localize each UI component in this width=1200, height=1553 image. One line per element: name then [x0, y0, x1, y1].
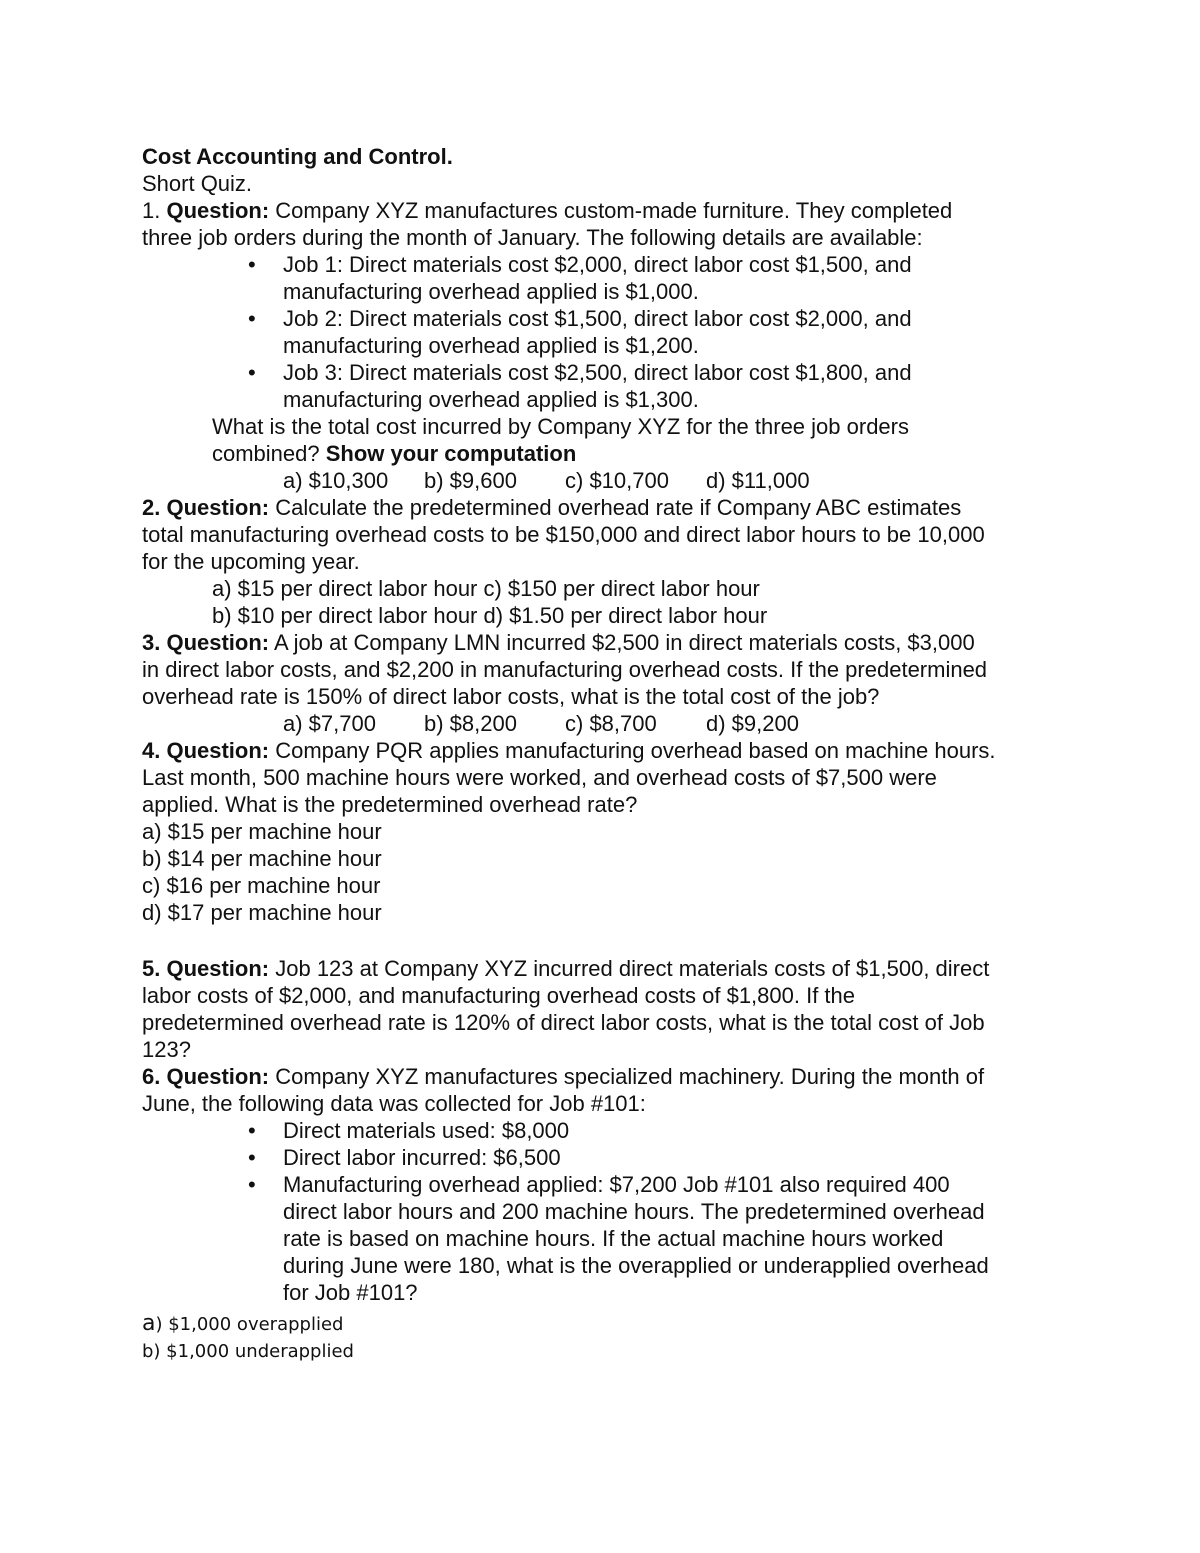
bullet-icon: •: [248, 1118, 256, 1143]
q2-line-2: total manufacturing overhead costs to be $150,000 and direct labor hours to be 10,000: [142, 522, 985, 547]
q6-bullet-2: Direct labor incurred: $6,500: [283, 1145, 561, 1170]
q1-job1-line-2: manufacturing overhead applied is $1,000.: [283, 279, 699, 304]
q4-line-2: Last month, 500 machine hours were worked, and overhead costs of $7,500 were: [142, 765, 937, 790]
q5-line-4: 123?: [142, 1037, 191, 1062]
q3-line-2: in direct labor costs, and $2,200 in manufacturing overhead costs. If the predetermined: [142, 657, 988, 682]
bullet-icon: •: [248, 360, 256, 385]
q4-choice-d: d) $17 per machine hour: [142, 900, 382, 925]
q6-line-1: 6. Question: Company XYZ manufactures specialized machinery. During the month of: [142, 1064, 985, 1089]
q6-choice-a: a) $1,000 overapplied: [142, 1311, 344, 1336]
q2-line-1: 2. Question: Calculate the predetermined overhead rate if Company ABC estimates: [142, 495, 962, 520]
q6-bullet-3-line-5: for Job #101?: [283, 1280, 418, 1305]
q2-line-3: for the upcoming year.: [142, 549, 360, 574]
q1-job2-line-2: manufacturing overhead applied is $1,200.: [283, 333, 699, 358]
q5-line-3: predetermined overhead rate is 120% of direct labor costs, what is the total cost of Job: [142, 1010, 985, 1035]
q6-bullet-3-line-4: during June were 180, what is the overapplied or underapplied overhead: [283, 1253, 989, 1278]
q1-choice-d: d) $11,000: [706, 468, 810, 493]
q6-line-2: June, the following data was collected for Job #101:: [142, 1091, 646, 1116]
q6-bullet-3-line-2: direct labor hours and 200 machine hours. The predetermined overhead: [283, 1199, 985, 1224]
q3-line-1: 3. Question: A job at Company LMN incurred $2,500 in direct materials costs, $3,000: [142, 630, 975, 655]
q3-choice-c: c) $8,700: [565, 711, 657, 736]
q6-choice-b: b) $1,000 underapplied: [142, 1341, 354, 1362]
q1-ask-line-2: combined? Show your computation: [212, 441, 577, 466]
document-title: Cost Accounting and Control.: [142, 144, 453, 169]
q1-choice-a: a) $10,300: [283, 468, 389, 493]
q2-choices-row-1: a) $15 per direct labor hour c) $150 per direct labor hour: [212, 576, 760, 601]
q5-line-1: 5. Question: Job 123 at Company XYZ incurred direct materials costs of $1,500, direct: [142, 956, 990, 981]
q4-line-1: 4. Question: Company PQR applies manufacturing overhead based on machine hours.: [142, 738, 996, 763]
bullet-icon: •: [248, 1145, 256, 1170]
q3-line-3: overhead rate is 150% of direct labor costs, what is the total cost of the job?: [142, 684, 880, 709]
q1-choice-c: c) $10,700: [565, 468, 669, 493]
q1-choice-b: b) $9,600: [424, 468, 517, 493]
q1-job1-line-1: Job 1: Direct materials cost $2,000, direct labor cost $1,500, and: [283, 252, 912, 277]
q1-job3-line-1: Job 3: Direct materials cost $2,500, direct labor cost $1,800, and: [283, 360, 912, 385]
q3-choice-a: a) $7,700: [283, 711, 376, 736]
q6-bullet-1: Direct materials used: $8,000: [283, 1118, 570, 1143]
bullet-icon: •: [248, 1172, 256, 1197]
q4-choice-c: c) $16 per machine hour: [142, 873, 381, 898]
q4-choice-b: b) $14 per machine hour: [142, 846, 382, 871]
q6-bullet-3-line-1: Manufacturing overhead applied: $7,200 Job #101 also required 400: [283, 1172, 950, 1197]
q3-choice-d: d) $9,200: [706, 711, 799, 736]
q3-choice-b: b) $8,200: [424, 711, 517, 736]
q1-ask-line-1: What is the total cost incurred by Company XYZ for the three job orders: [212, 414, 909, 439]
document-subtitle: Short Quiz.: [142, 171, 253, 196]
q4-line-3: applied. What is the predetermined overhead rate?: [142, 792, 638, 817]
q1-line-1: 1. Question: Company XYZ manufactures custom-made furniture. They completed: [142, 198, 953, 223]
q5-line-2: labor costs of $2,000, and manufacturing overhead costs of $1,800. If the: [142, 983, 856, 1008]
bullet-icon: •: [248, 252, 256, 277]
q1-line-2: three job orders during the month of January. The following details are available:: [142, 225, 923, 250]
q2-choices-row-2: b) $10 per direct labor hour d) $1.50 per direct labor hour: [212, 603, 768, 628]
q1-job3-line-2: manufacturing overhead applied is $1,300.: [283, 387, 699, 412]
bullet-icon: •: [248, 306, 256, 331]
q4-choice-a: a) $15 per machine hour: [142, 819, 382, 844]
q6-bullet-3-line-3: rate is based on machine hours. If the actual machine hours worked: [283, 1226, 944, 1251]
q1-job2-line-1: Job 2: Direct materials cost $1,500, direct labor cost $2,000, and: [283, 306, 912, 331]
